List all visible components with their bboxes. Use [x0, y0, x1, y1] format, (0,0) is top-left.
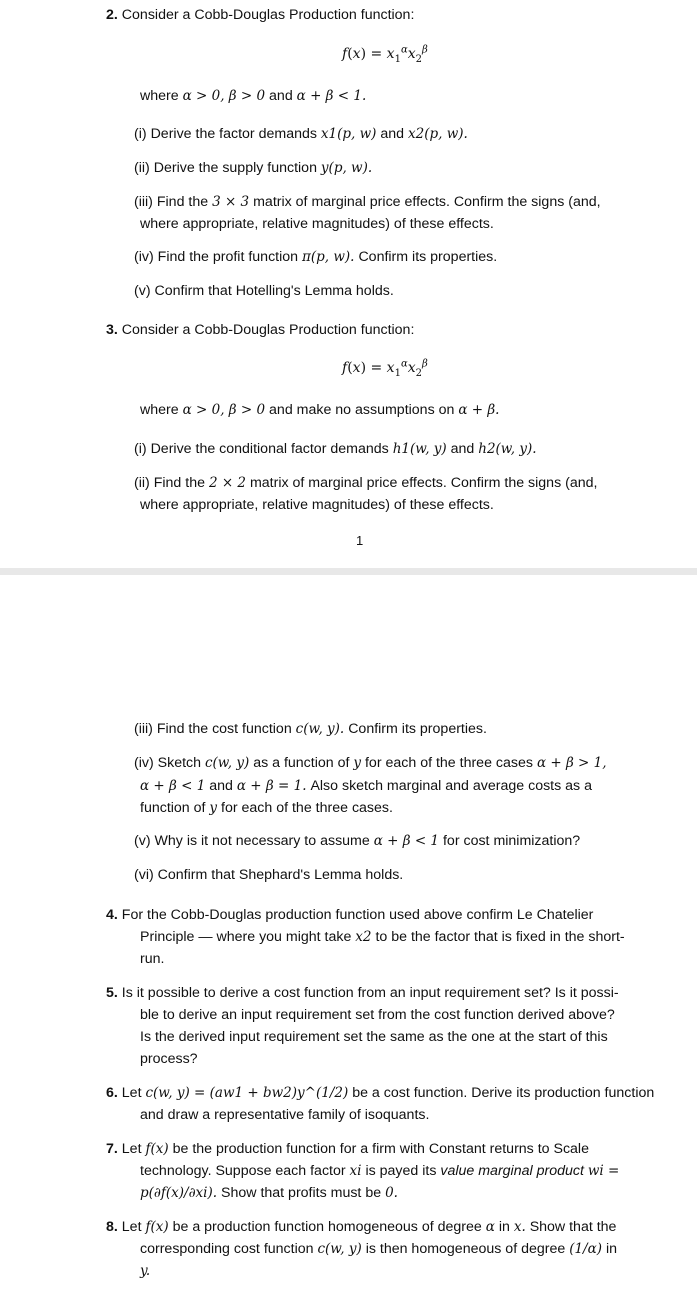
q3-where-condition-2: α + β. — [458, 402, 500, 418]
part-text: Derive the factor demands — [150, 126, 317, 142]
q4-line1 — [106, 905, 593, 925]
math-case-3: α + β = 1. — [236, 778, 307, 794]
math-x2: x2(p, w). — [408, 126, 468, 142]
part-and: and — [450, 441, 475, 457]
part-and: and — [380, 126, 405, 142]
q2-where-and: and — [269, 88, 293, 104]
math-cost: c(w, y) — [317, 1241, 362, 1257]
q4-line3: run. — [140, 951, 165, 967]
math-wi: wi = — [587, 1163, 620, 1179]
math-x1: x1(p, w) — [320, 126, 377, 142]
q8-line1 — [106, 1217, 616, 1237]
part-text: Confirm that Shephard's Lemma holds. — [157, 867, 404, 883]
q7-text: be the production function for a firm with Constant returns to Scale — [172, 1141, 589, 1157]
q3-header — [106, 320, 414, 340]
q7-line1 — [106, 1139, 589, 1159]
page-separator — [0, 568, 697, 575]
q2-part-iii-line2: where appropriate, relative magnitudes) of these effects. — [140, 216, 494, 232]
part-text: Confirm that Hotelling's Lemma holds. — [154, 283, 394, 299]
q4-text: to be the factor that is fixed in the short- — [375, 929, 625, 945]
part-text: Also sketch marginal and average costs as a — [310, 778, 592, 794]
math-cost-function: c(w, y) = (aw1 + bw2)y^(1/2) — [145, 1085, 349, 1101]
q7-text: technology. Suppose each factor — [140, 1163, 346, 1179]
part-label: (i) — [134, 126, 147, 142]
q4-text: Principle — where you might take — [140, 929, 352, 945]
math-h2: h2(w, y). — [478, 441, 537, 457]
math-f: f(x) — [145, 1219, 169, 1235]
part-label: (vi) — [134, 867, 154, 883]
q2-intro: Consider a Cobb-Douglas Production function: — [121, 7, 415, 23]
q8-text: corresponding cost function — [140, 1241, 314, 1257]
part-text-2: for each of the three cases. — [221, 800, 393, 816]
q3-part-ii-line2: where appropriate, relative magnitudes) of these effects. — [140, 497, 494, 513]
part-text: Why is it not necessary to assume — [154, 833, 370, 849]
part-and: and — [209, 778, 233, 794]
math-cost: c(w, y) — [204, 755, 250, 771]
q2-production-function: $f(x) = x_1^\alpha x_2^\beta$ — [342, 44, 428, 65]
q3-part-iii — [134, 719, 487, 739]
page-2 — [0, 575, 697, 1295]
page-number: 1 — [356, 533, 364, 548]
q8-line2 — [140, 1239, 617, 1259]
part-text-3: for each of the three cases — [364, 755, 533, 771]
q2-part-i — [134, 124, 468, 144]
part-text: Derive the conditional factor demands — [150, 441, 389, 457]
q3-where-rest: and make no assumptions on — [269, 402, 455, 418]
q7-number: 7. — [106, 1141, 118, 1157]
q4-text: For the Cobb-Douglas production function used above confirm Le Chatelier — [121, 907, 594, 923]
math-degree: (1/α) — [569, 1241, 602, 1257]
math-case-1: α + β > 1, — [536, 755, 607, 771]
q3-part-iv-line3 — [140, 798, 393, 818]
math-h1: h1(w, y) — [392, 441, 447, 457]
q7-text: Let — [121, 1141, 142, 1157]
q3-part-v — [134, 831, 580, 851]
math-y: y — [209, 800, 218, 816]
q3-part-ii — [134, 473, 597, 493]
part-label: (v) — [134, 833, 151, 849]
part-label: (v) — [134, 283, 151, 299]
math-cost: c(w, y). — [295, 721, 345, 737]
part-text-2: matrix of marginal price effects. Confirm the signs (and, — [253, 194, 601, 210]
part-label: (iii) — [134, 721, 153, 737]
q2-header — [106, 5, 414, 25]
math-case-2: α + β < 1 — [140, 778, 206, 794]
page-1 — [0, 0, 697, 568]
q3-where-label: where — [140, 402, 179, 418]
q8-text: in — [498, 1219, 510, 1235]
q3-assumptions — [140, 400, 499, 420]
part-text: Find the — [156, 194, 209, 210]
q3-production-function: $f(x) = x_1^\alpha x_2^\beta$ — [342, 358, 428, 379]
part-text-2: Confirm its properties. — [348, 721, 487, 737]
q8-text: is then homogeneous of degree — [365, 1241, 566, 1257]
q7-emphasis: value marginal product — [440, 1163, 584, 1179]
q8-number: 8. — [106, 1219, 118, 1235]
math-matrix-size: 2 × 2 — [208, 475, 247, 491]
part-label: (iii) — [134, 194, 153, 210]
math-y: y. — [140, 1263, 151, 1279]
q2-where-condition-2: α + β < 1. — [296, 88, 367, 104]
math-xi: xi — [349, 1163, 362, 1179]
q3-intro: Consider a Cobb-Douglas Production function: — [121, 322, 415, 338]
q6-line1 — [106, 1083, 654, 1103]
math-x2: x2 — [355, 929, 372, 945]
q5-line1 — [106, 983, 619, 1003]
q7-line2 — [140, 1161, 619, 1181]
part-text-2: as a function of — [253, 755, 350, 771]
q5-number: 5. — [106, 985, 118, 1001]
q2-number: 2. — [106, 7, 118, 23]
q7-text: is payed its — [365, 1163, 437, 1179]
part-label: (iv) — [134, 249, 154, 265]
q2-part-v — [134, 281, 394, 301]
math-matrix-size: 3 × 3 — [212, 194, 250, 210]
math-y: y — [353, 755, 362, 771]
math-x: x. — [513, 1219, 526, 1235]
q5-line3: Is the derived input requirement set the same as the one at the start of this — [140, 1029, 608, 1045]
q3-part-iv-line2 — [140, 776, 592, 796]
q3-number: 3. — [106, 322, 118, 338]
part-label: (ii) — [134, 475, 150, 491]
q5-line2: ble to derive an input requirement set from the cost function derived above? — [140, 1007, 615, 1023]
q6-text: be a cost function. Derive its production function — [352, 1085, 655, 1101]
part-label: (iv) — [134, 755, 154, 771]
q5-line4: process? — [140, 1051, 198, 1067]
math-alpha: α — [485, 1219, 495, 1235]
math-condition: α + β < 1 — [373, 833, 440, 849]
part-text: Find the — [153, 475, 205, 491]
q2-part-iv — [134, 247, 497, 267]
q4-number: 4. — [106, 907, 118, 923]
part-text: Sketch — [157, 755, 202, 771]
math-supply: y(p, w). — [320, 160, 373, 176]
q8-text: Let — [121, 1219, 142, 1235]
q8-text: Show that the — [529, 1219, 617, 1235]
q8-text: be a production function homogeneous of degree — [172, 1219, 482, 1235]
q2-assumptions — [140, 86, 366, 106]
part-label: (i) — [134, 441, 147, 457]
math-f: f(x) — [145, 1141, 169, 1157]
part-text-2: matrix of marginal price effects. Confirm the signs (and, — [249, 475, 598, 491]
math-zero: 0. — [385, 1185, 398, 1201]
part-label: (ii) — [134, 160, 150, 176]
q3-part-i — [134, 439, 537, 459]
q6-line2: and draw a representative family of isoquants. — [140, 1107, 430, 1123]
q6-number: 6. — [106, 1085, 118, 1101]
q3-where-condition: α > 0, β > 0 — [182, 402, 266, 418]
part-text: Derive the supply function — [153, 160, 317, 176]
q4-line2 — [140, 927, 625, 947]
q2-where-condition: α > 0, β > 0 — [182, 88, 266, 104]
q5-text: Is it possible to derive a cost function from an input requirement set? Is it possi- — [121, 985, 619, 1001]
q7-line3 — [140, 1183, 398, 1203]
q6-text: Let — [121, 1085, 142, 1101]
part-text: function of — [140, 800, 206, 816]
q3-part-iv — [134, 753, 607, 773]
q3-part-vi — [134, 865, 403, 885]
q2-part-iii — [134, 192, 601, 212]
q2-part-ii — [134, 158, 372, 178]
part-text-2: for cost minimization? — [442, 833, 581, 849]
math-vmp: p(∂f(x)/∂xi). — [140, 1185, 218, 1201]
part-text: Find the cost function — [156, 721, 292, 737]
math-profit: π(p, w). — [302, 249, 355, 265]
q7-text: Show that profits must be — [221, 1185, 382, 1201]
q8-text: in — [605, 1241, 617, 1257]
part-text-2: Confirm its properties. — [358, 249, 498, 265]
q8-line3 — [140, 1261, 150, 1281]
q2-where-label: where — [140, 88, 179, 104]
part-text: Find the profit function — [157, 249, 299, 265]
